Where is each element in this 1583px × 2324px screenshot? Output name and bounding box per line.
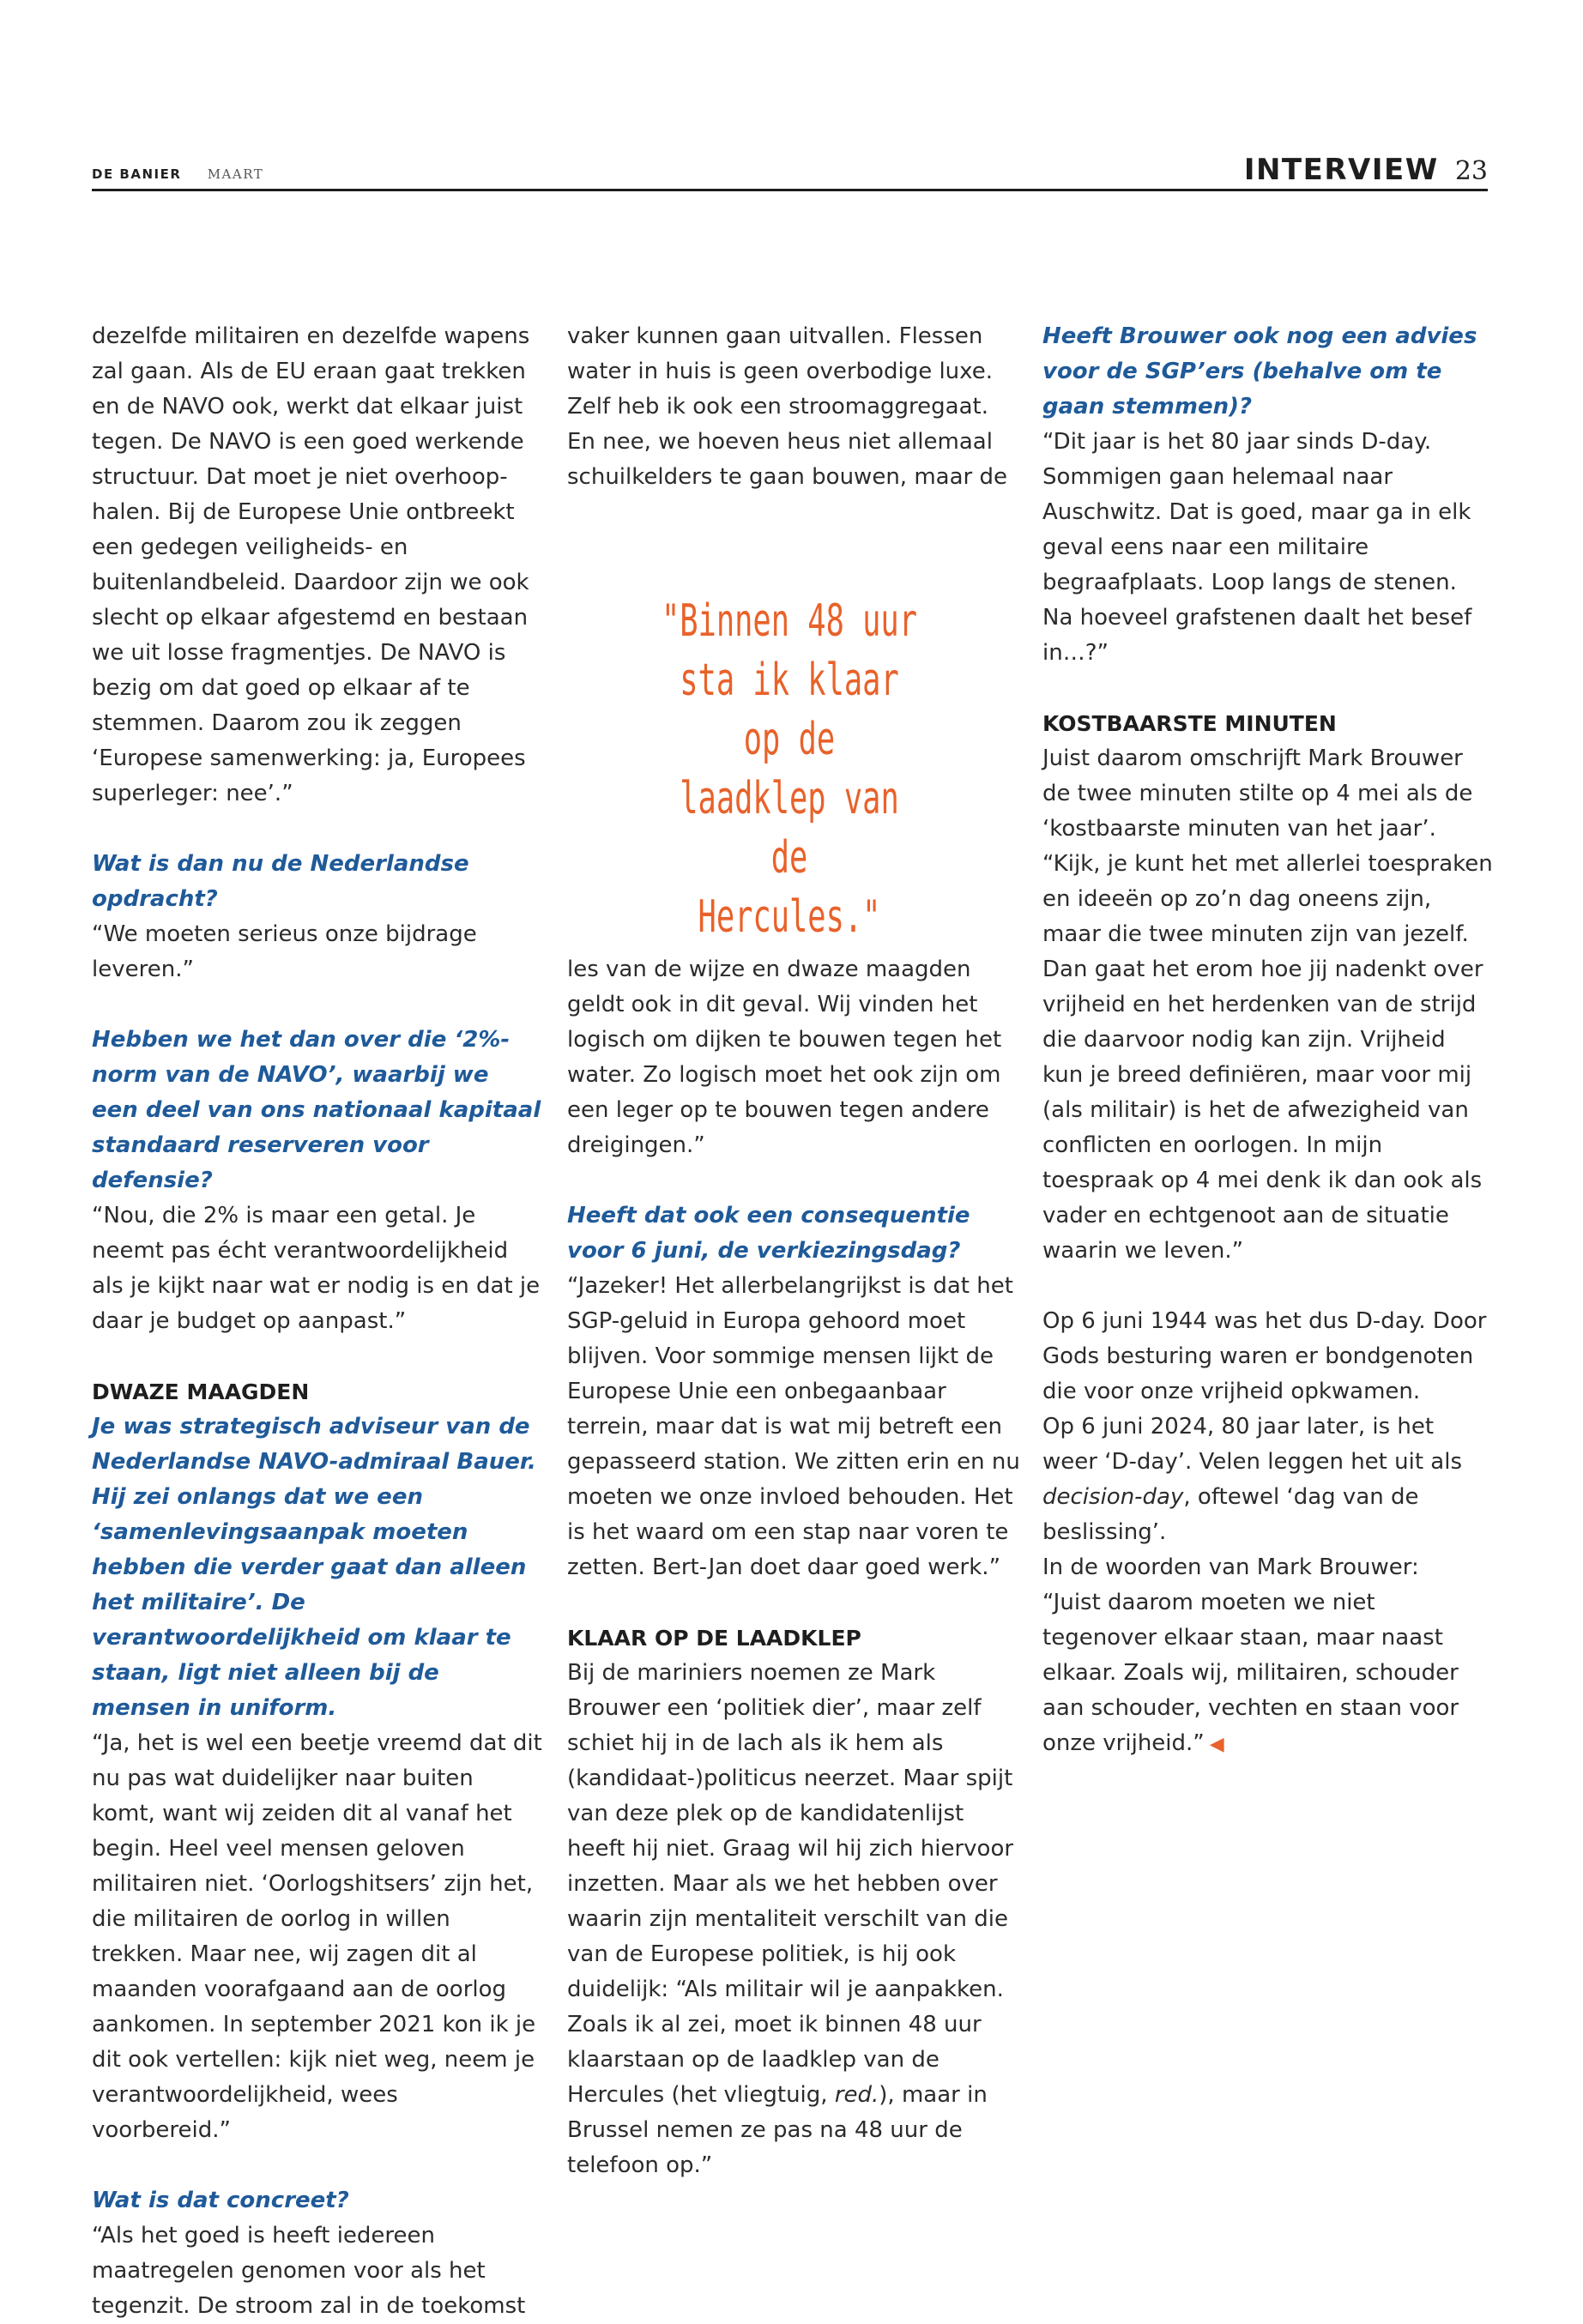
subheading: KLAAR OP DE LAADKLEP [567, 1626, 861, 1651]
paragraph: “We moeten serieus onze bijdrage leveren.” [92, 921, 477, 982]
pull-quote-line: sta ik klaar op de [680, 655, 899, 765]
paragraph: dezelfde militairen en dezelfde wapens zal gaan. Als de EU eraan gaat trekken en de NAVO ook, werkt dat elkaar juist tegen. De NAVO is een goed werkende structuur. Dat moet je niet overhoophalen. Bij de Europese Unie ontbreekt een gedegen veiligheids- en buitenlandbeleid. Daardoor zijn we ook slecht op elkaar afgestemd en bestaan we uit losse fragmentjes. De NAVO is bezig om dat goed op elkaar af te stemmen. Daarom zou ik zeggen ‘Europese samenwerking: ja, Europees superleger: nee’.” [92, 323, 530, 806]
paragraph [567, 1656, 1022, 2183]
paragraph: “Als het goed is heeft iedereen maatregelen genomen voor als het tegenzit. De stroom zal in de toekomst [92, 2223, 526, 2319]
column-3 [1042, 319, 1493, 1762]
paragraph: “Jazeker! Het allerbelangrijkst is dat het SGP-geluid in Europa gehoord moet blijven. Voor sommige mensen lijkt de Europese Unie een onbegaanbaar terrein, maar dat is wat mij betreft een gepasseerd station. We zitten erin en nu moeten we onze invloed behouden. Het is het waard om een stap naar voren te zetten. Bert-Jan doet daar goed werk.” [567, 1273, 1020, 1580]
subheading: DWAZE MAAGDEN [92, 1379, 310, 1404]
page-header [92, 154, 1488, 190]
paragraph: Op 6 juni 1944 was het dus D-day. Door Gods besturing waren er bondgenoten die voor onze vrijheid opkwamen. [1042, 1308, 1487, 1404]
end-triangle-icon: ◀ [1209, 1734, 1224, 1755]
interview-question: Wat is dat concreet? [92, 2188, 349, 2213]
header-left [92, 166, 263, 182]
pull-quote [656, 592, 924, 947]
column-1 [92, 319, 542, 2324]
paragraph: “Dit jaar is het 80 jaar sinds D-day. Sommigen gaan helemaal naar Auschwitz. Dat is goed, maar ga in elk geval eens naar een militaire begraafplaats. Loop langs de stenen. Na hoeveel grafstenen daalt het besef in…?” [1042, 429, 1472, 666]
paragraph: Juist daarom omschrijft Mark Brouwer de twee minuten stilte op 4 mei als de ‘kostbaarste minuten van het jaar’. “Kijk, je kunt het met allerlei toespraken en ideeën op zo’n dag oneens zijn, maar die twee minuten zijn van jezelf. Dan gaat het erom hoe jij nadenkt over vrijheid en het herdenken van de strijd die daarvoor nodig kan zijn. Vrijheid kun je breed definiëren, maar voor mij (als militair) is het de afwezigheid van conflicten en oorlogen. In mijn toespraak op 4 mei denk ik dan ook als vader en echtgenoot aan de situatie waarin we leven.” [1042, 745, 1493, 1264]
paragraph: “Nou, die 2% is maar een getal. Je neemt pas écht verantwoordelijkheid als je kijkt naar wat er nodig is en dat je daar je budget op aanpast.” [92, 1203, 541, 1334]
emphasis-text: decision-day [1042, 1484, 1184, 1510]
paragraph: les van de wijze en dwaze maagden geldt ook in dit geval. Wij vinden het logisch om dijken te bouwen tegen het water. Zo logisch moet het ook zijn om een leger op te bouwen tegen andere dreigingen.” [567, 957, 1002, 1158]
paragraph: vaker kunnen gaan uitvallen. Flessen water in huis is geen overbodige luxe. Zelf heb ik ook een stroomaggregaat. En nee, we hoeven heus niet allemaal schuilkelders te gaan bouwen, maar de [567, 323, 1007, 490]
section-title: INTERVIEW [1243, 153, 1439, 187]
editor-note: red. [834, 2082, 879, 2108]
column-2-bottom [567, 952, 1022, 2183]
pull-quote-line: laadklep van de [680, 773, 899, 884]
interview-question: Je was strategisch adviseur van de Nederlandse NAVO-admiraal Bauer. Hij zei onlangs dat we een ‘samenlevingsaanpak moeten hebben die verder gaat dan alleen het militaire’. De verantwoordelijkheid om klaar te staan, ligt niet alleen bij de mensen in uniform. [92, 1414, 536, 1721]
paragraph-text: “Juist daarom moeten we niet tegenover elkaar staan, maar naast elkaar. Zoals wij, militairen, schouder aan schouder, vechten en staan voor onze vrijheid.” [1042, 1590, 1459, 1756]
publication-name: DE BANIER [92, 166, 182, 182]
header-right [1244, 153, 1488, 187]
paragraph [1042, 1585, 1493, 1762]
column-2-top [567, 319, 1022, 495]
interview-question: Wat is dan nu de Nederlandse opdracht? [92, 851, 469, 912]
subheading: KOSTBAARSTE MINUTEN [1042, 711, 1337, 736]
paragraph-text: ), maar in Brussel nemen ze pas na 48 uur de telefoon op.” [567, 2082, 988, 2178]
paragraph: “Ja, het is wel een beetje vreemd dat dit nu pas wat duidelijker naar buiten komt, want wij zeiden dit al vanaf het begin. Heel veel mensen geloven militairen niet. ‘Oorlogshitsers’ zijn het, die militairen de oorlog in willen trekken. Maar nee, wij zagen dit al maanden voorafgaand aan de oorlog aankomen. In september 2021 kon ik je dit ook vertellen: kijk niet weg, neem je verantwoordelijkheid, wees voorbereid.” [92, 1730, 542, 2143]
paragraph: In de woorden van Mark Brouwer: [1042, 1554, 1419, 1580]
interview-question: Hebben we het dan over die ‘2%-norm van de NAVO’, waarbij we een deel van ons nationaal kapitaal standaard reserveren voor defensie? [92, 1027, 541, 1193]
header-rule [92, 189, 1488, 191]
interview-question: Heeft dat ook een consequentie voor 6 juni, de verkiezingsdag? [567, 1203, 970, 1264]
pull-quote-line: "Binnen 48 uur [661, 595, 918, 647]
page-number: 23 [1454, 156, 1488, 186]
paragraph [1042, 1409, 1493, 1550]
paragraph-text: Op 6 juni 2024, 80 jaar later, is het weer ‘D-day’. Velen leggen het uit als [1042, 1414, 1462, 1475]
issue-month: MAART [207, 166, 264, 182]
paragraph-text: , oftewel ‘dag van de beslissing’. [1042, 1484, 1419, 1545]
interview-question: Heeft Brouwer ook nog een advies voor de SGP’ers (behalve om te gaan stemmen)? [1042, 323, 1477, 420]
pull-quote-line: Hercules." [698, 891, 881, 943]
paragraph-text: Bij de mariniers noemen ze Mark Brouwer een ‘politiek dier’, maar zelf schiet hij in de lach als ik hem als (kandidaat-)politicus neerzet. Maar spijt van deze plek op de kandidatenlijst heeft hij niet. Graag wil hij zich hiervoor inzetten. Maar als we het hebben over waarin zijn mentaliteit verschilt van die van de Europese politiek, is hij ook duidelijk: “Als militair wil je aanpakken. Zoals ik al zei, moet ik binnen 48 uur klaarstaan op de laadklep van de Hercules (het vliegtuig, [567, 1660, 1014, 2108]
